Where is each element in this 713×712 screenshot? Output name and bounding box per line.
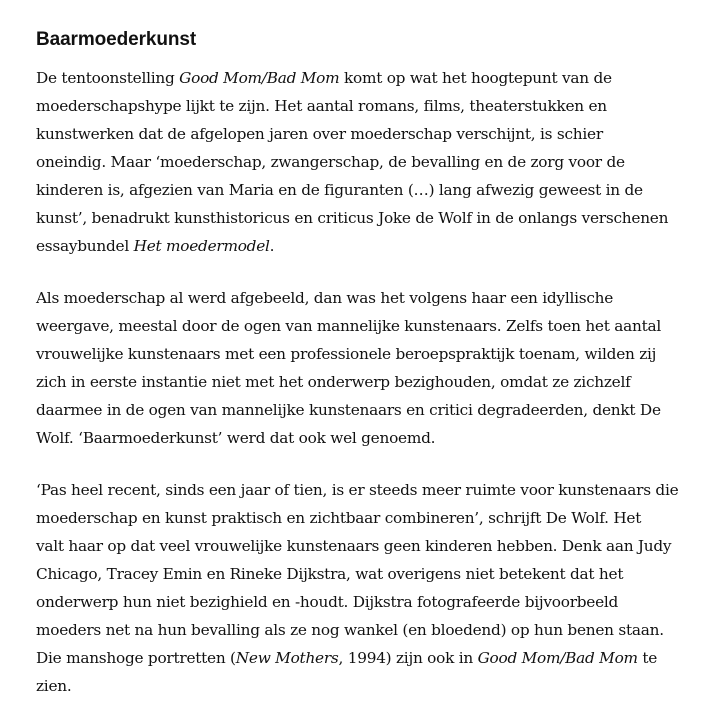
text-line xyxy=(36,504,686,532)
text-segment: weergave, meestal door de ogen van mannelijke kunstenaars. Zelfs toen het aantal xyxy=(36,317,661,335)
text-segment: De tentoonstelling xyxy=(36,69,180,87)
text-line xyxy=(36,64,686,92)
text-line xyxy=(36,644,686,672)
text-line xyxy=(36,560,686,588)
text-segment: Als moederschap al werd afgebeeld, dan was het volgens haar een idyllische xyxy=(36,289,614,307)
text-segment: vrouwelijke kunstenaars met een professionele beroepspraktijk toenam, wilden zij xyxy=(36,345,657,363)
text-segment: moederschap en kunst praktisch en zichtbaar combineren’, schrijft De Wolf. Het xyxy=(36,509,642,527)
italic-title: New Mothers xyxy=(235,649,339,667)
text-line xyxy=(36,284,686,312)
article-heading: Baarmoederkunst xyxy=(36,29,197,50)
italic-title: Good Mom/Bad Mom xyxy=(477,649,638,667)
article-body xyxy=(36,64,686,700)
text-line xyxy=(36,476,686,504)
text-segment: kunstwerken dat de afgelopen jaren over moederschap verschijnt, is schier xyxy=(36,125,603,143)
body-paragraph xyxy=(36,284,686,452)
text-segment: Wolf. ‘Baarmoederkunst’ werd dat ook wel genoemd. xyxy=(36,429,436,447)
text-segment: daarmee in de ogen van mannelijke kunstenaars en critici degradeerden, denkt De xyxy=(36,401,661,419)
text-segment: moeders net na hun bevalling als ze nog wankel (en bloedend) op hun benen staan. xyxy=(36,621,664,639)
text-segment: te xyxy=(637,649,658,667)
article xyxy=(36,28,686,700)
text-segment: komt op wat het hoogtepunt van de xyxy=(339,69,612,87)
text-segment: valt haar op dat veel vrouwelijke kunstenaars geen kinderen hebben. Denk aan Judy xyxy=(36,537,672,555)
text-line xyxy=(36,232,686,260)
text-line xyxy=(36,340,686,368)
text-segment: , 1994) zijn ook in xyxy=(338,649,478,667)
text-line xyxy=(36,120,686,148)
text-line xyxy=(36,396,686,424)
text-segment: oneindig. Maar ‘moederschap, zwangerschap, de bevalling en de zorg voor de xyxy=(36,153,625,171)
text-line xyxy=(36,672,686,700)
text-line xyxy=(36,176,686,204)
text-segment: Die manshoge portretten ( xyxy=(36,649,236,667)
text-segment: zien. xyxy=(36,677,72,695)
text-segment: zich in eerste instantie niet met het onderwerp bezighouden, omdat ze zichzelf xyxy=(36,373,631,391)
text-line xyxy=(36,424,686,452)
text-segment: essaybundel xyxy=(36,237,134,255)
text-segment: kinderen is, afgezien van Maria en de figuranten (…) lang afwezig geweest in de xyxy=(36,181,643,199)
text-line xyxy=(36,204,686,232)
text-line xyxy=(36,588,686,616)
body-paragraph xyxy=(36,64,686,260)
text-segment: . xyxy=(269,237,275,255)
text-segment: ‘Pas heel recent, sinds een jaar of tien, is er steeds meer ruimte voor kunstenaars die xyxy=(36,481,679,499)
text-line xyxy=(36,92,686,120)
text-line xyxy=(36,148,686,176)
text-segment: kunst’, benadrukt kunsthistoricus en criticus Joke de Wolf in de onlangs verschenen xyxy=(36,209,669,227)
text-line xyxy=(36,312,686,340)
italic-title: Good Mom/Bad Mom xyxy=(179,69,340,87)
body-paragraph xyxy=(36,476,686,700)
text-line xyxy=(36,532,686,560)
text-segment: Chicago, Tracey Emin en Rineke Dijkstra, wat overigens niet betekent dat het xyxy=(36,565,624,583)
text-segment: onderwerp hun niet bezighield en -houdt. Dijkstra fotografeerde bijvoorbeeld xyxy=(36,593,619,611)
italic-title: Het moedermodel xyxy=(133,237,270,255)
text-line xyxy=(36,368,686,396)
text-segment: moederschapshype lijkt te zijn. Het aantal romans, films, theaterstukken en xyxy=(36,97,607,115)
text-line xyxy=(36,616,686,644)
